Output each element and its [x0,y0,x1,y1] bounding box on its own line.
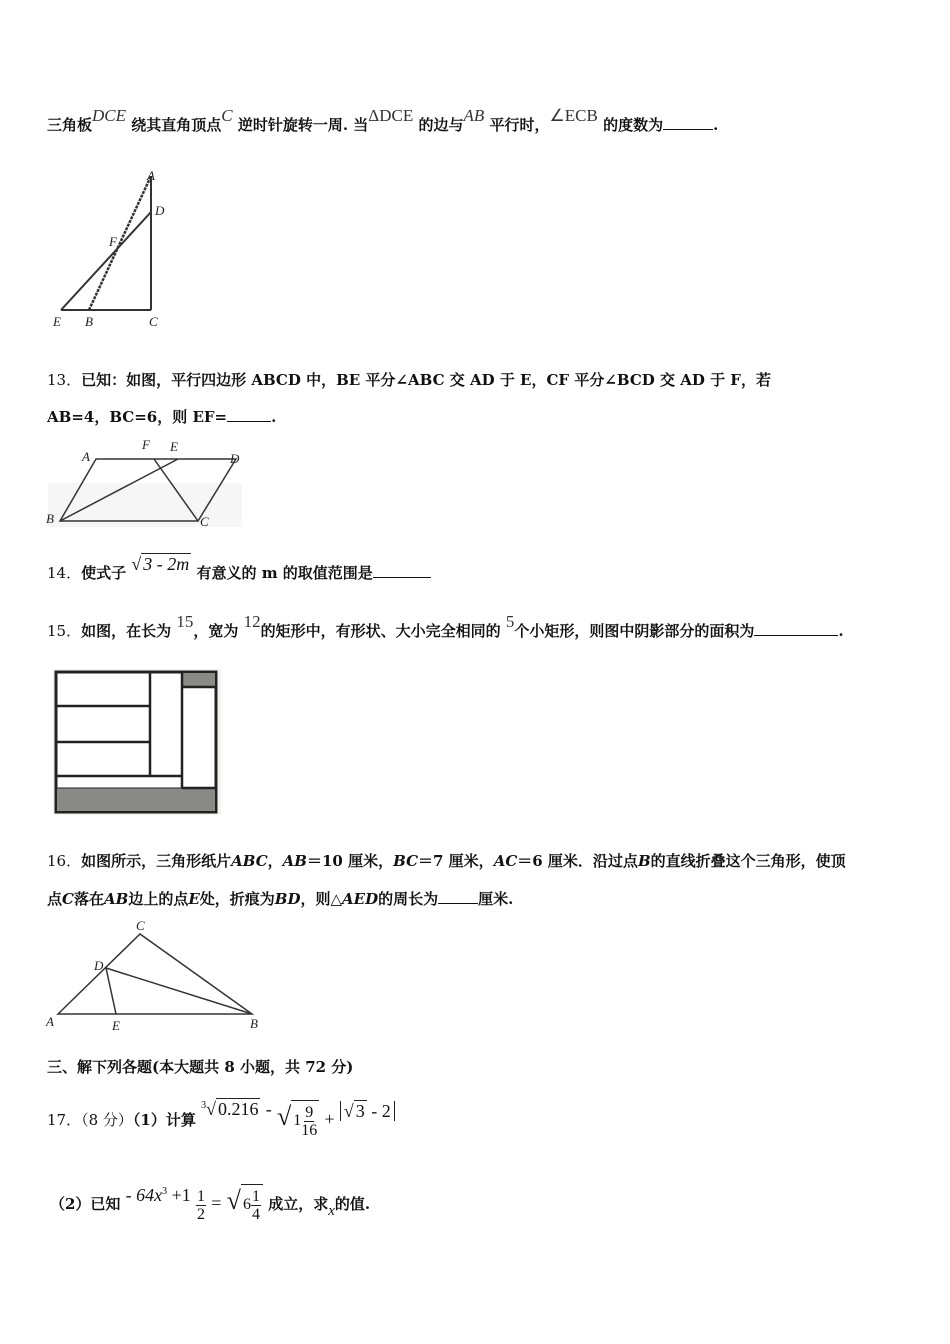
math-angle-ecb: ∠ECB [549,106,598,125]
q17-part2: （2）已知 - $64x^3 +1$ $\frac{1}{2}$ = √ 6 $\frac{1}{4}$ 成立，求x的值. [50,1180,370,1220]
answer-blank [438,889,478,904]
math-c: C [221,106,233,125]
q13-line1: 13．已知：如图，平行四边形 ABCD 中，BE 平分∠ABC 交 AD 于 E，CF 平分∠BCD 交 AD 于 F，若 [47,371,771,389]
absolute-value: √ 3 - 2 [340,1101,395,1121]
label-C: C [149,314,158,329]
label-E: E [170,439,178,454]
answer-blank [754,621,838,636]
section-3-heading: 三、解下列各题(本大题共 8 小题，共 72 分) [47,1058,354,1076]
label-E: E [112,1018,120,1033]
sqrt-six-quarter: √ 6 $\frac{1}{4}$ [227,1186,263,1215]
q17-part1: 17．（8 分）（1）计算 $^3$√ 0.216 - √ 1 $\frac{9}{16}$ + √ 3 - 2 [47,1096,395,1136]
q15-line: 15．如图，在长为 15，宽为 12的矩形中，有形状、大小完全相同的 5个小矩形，则图中阴影部分的面积为 . [47,612,844,640]
q14-line: 14．使式子 √ 3 - 2m 有意义的 m 的取值范围是 [47,561,431,584]
math-dce: DCE [92,106,127,125]
label-E: E [53,314,61,329]
sqrt-mixed-number: √ 1 $\frac{9}{16}$ [277,1102,319,1131]
label-A: A [147,168,155,183]
label-D: D [155,203,165,218]
q12-line: 三角板DCE 绕其直角顶点C 逆时针旋转一周. 当ΔDCE 的边与AB 平行时，∠ECB 的度数为 . [47,106,719,134]
answer-blank [373,563,431,578]
label-A: A [46,1014,54,1029]
q16-line1: 16．如图所示，三角形纸片ABC，AB＝10 厘米，BC＝7 厘米，AC＝6 厘米．沿过点B的直线折叠这个三角形，使顶 [47,852,846,870]
label-F: F [142,437,150,452]
q13-figure [44,435,244,530]
math-ab: AB [463,106,485,125]
label-C: C [200,514,209,529]
label-B: B [250,1016,258,1031]
label-F: F [109,234,117,249]
label-B: B [46,511,54,526]
answer-blank [227,407,271,422]
label-D: D [230,451,240,466]
cube-root: $^3$√ 0.216 [201,1099,259,1119]
label-C: C [136,918,145,933]
answer-blank [663,115,713,130]
q12-figure [47,168,177,333]
label-D: D [94,958,104,973]
label-A: A [82,449,90,464]
fraction-one-half: $\frac{1}{2}$ [197,1187,206,1223]
q16-figure [44,916,274,1036]
q15-figure [52,668,224,818]
q13-line2: AB=4，BC=6，则 EF= . [47,408,277,426]
label-B: B [85,314,93,329]
sqrt-expression: √ 3 - 2m [131,554,190,574]
math-triangle-dce: ΔDCE [368,106,414,125]
q16-line2: 点C落在AB边上的点E处，折痕为BD，则△AED的周长为 厘米. [47,890,514,908]
